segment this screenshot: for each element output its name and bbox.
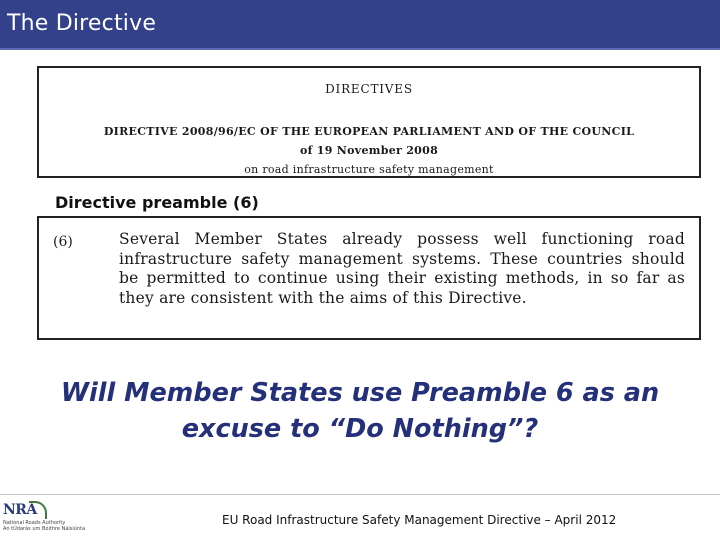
question-text bbox=[0, 375, 720, 447]
directive-date-line: of 19 November 2008 bbox=[299, 144, 439, 157]
recital-text: Several Member States already possess well functioning road infrastructure safety management systems. These countries should be permitted to continue using their existing methods, in so far as they are consistent with the aims of this Directive. bbox=[119, 230, 685, 307]
nra-logo-mark: NRA bbox=[3, 502, 37, 518]
footer-divider bbox=[0, 494, 720, 495]
nra-logo bbox=[3, 500, 86, 540]
nra-logo-sub-1: National Roads Authority bbox=[3, 520, 66, 526]
preamble-label: Directive preamble (6) bbox=[55, 193, 259, 212]
slide-title: The Directive bbox=[7, 11, 157, 36]
directive-title-line: DIRECTIVE 2008/96/EC OF THE EUROPEAN PARLIAMENT AND OF THE COUNCIL bbox=[103, 125, 635, 138]
directives-heading: DIRECTIVES bbox=[325, 82, 413, 96]
nra-logo-subtitle bbox=[3, 520, 85, 532]
nra-swoosh-icon bbox=[29, 501, 47, 519]
nra-logo-sub-2: An tÚdarás um Bóithre Náisiúnta bbox=[3, 526, 86, 532]
title-bar bbox=[0, 0, 720, 50]
question-line-2: excuse to “Do Nothing”? bbox=[181, 414, 539, 444]
preamble-image bbox=[37, 216, 701, 340]
question-line-1: Will Member States use Preamble 6 as an bbox=[60, 378, 660, 408]
footer-text: EU Road Infrastructure Safety Management Directive – April 2012 bbox=[222, 513, 617, 527]
directive-header-image bbox=[37, 66, 701, 178]
directive-subject-line: on road infrastructure safety management bbox=[244, 163, 494, 176]
recital-number: (6) bbox=[53, 234, 73, 250]
